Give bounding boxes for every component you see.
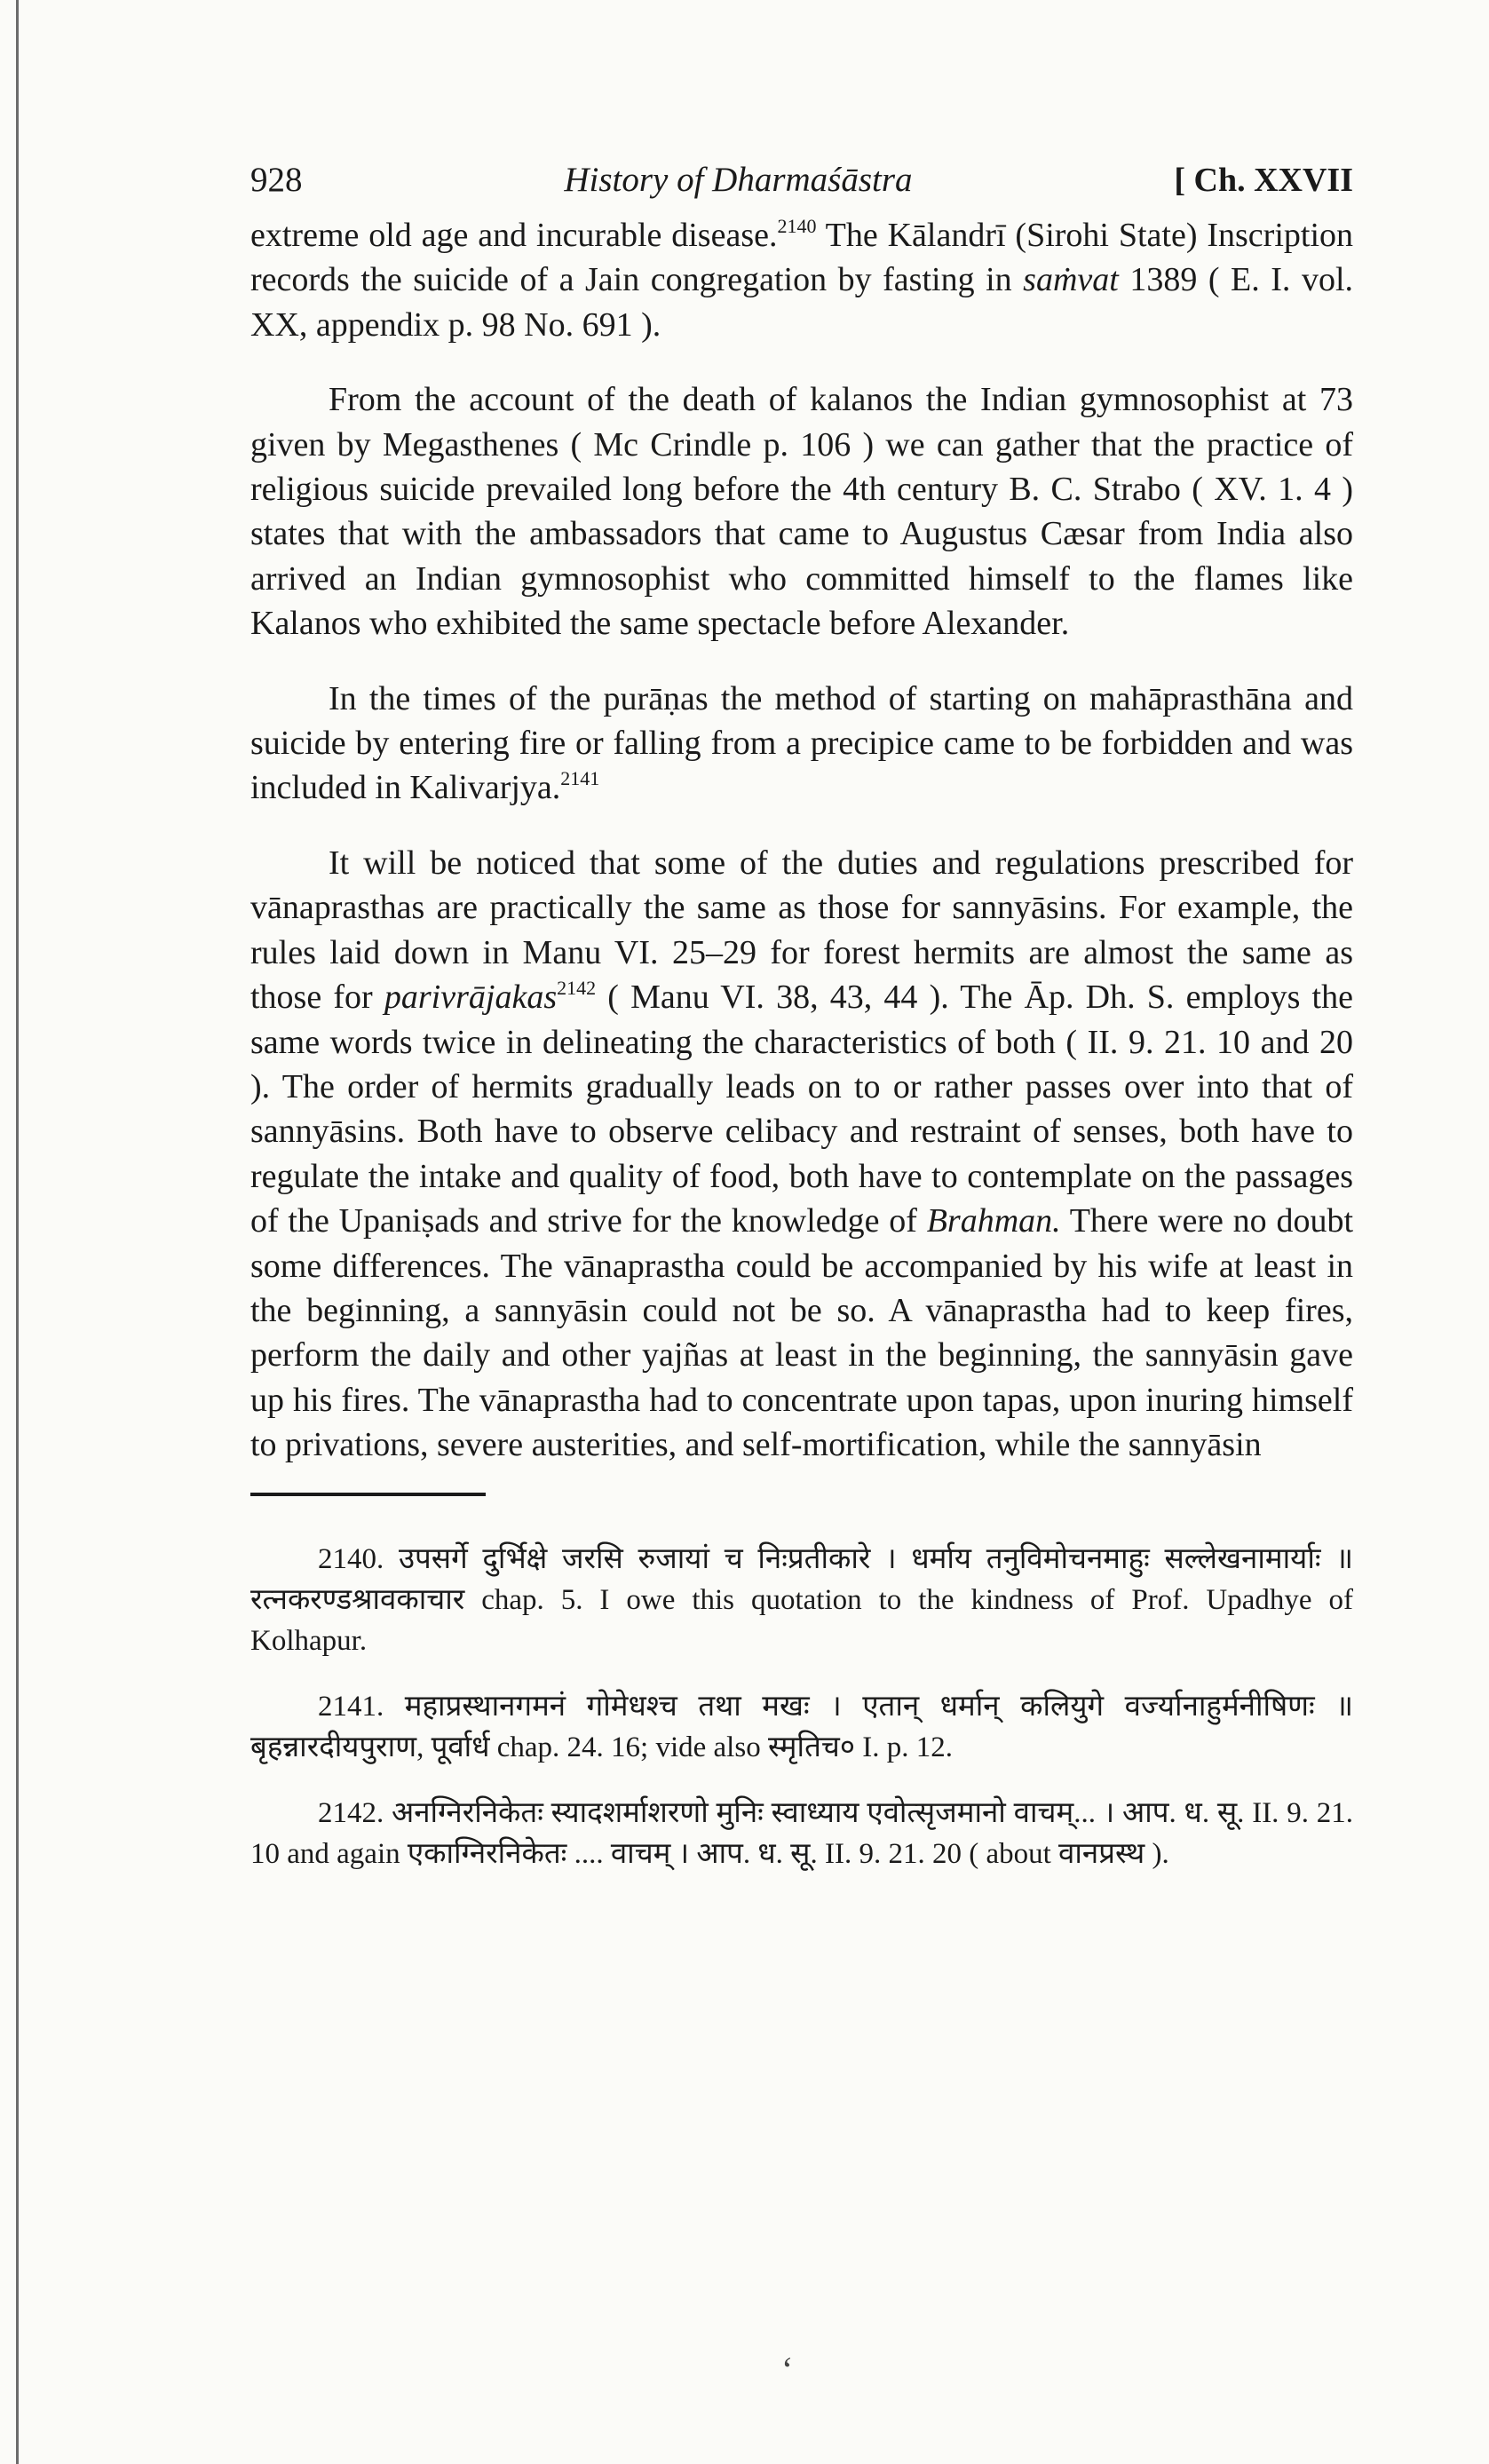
footnote-ref-2142: 2142 bbox=[557, 977, 597, 1000]
main-text bbox=[250, 213, 1353, 1468]
scan-edge-line bbox=[16, 0, 19, 2464]
book-page bbox=[250, 160, 1353, 1899]
footnote-separator bbox=[250, 1493, 486, 1496]
footnote-2142: 2142. अनग्निरनिकेतः स्यादशर्माशरणो मुनिः स्वाध्याय एवोत्सृजमानो वाचम्... । आप. ध. सू. II. 9. 21. 10 and again एकाग्निरनिकेतः .... वाचम् । आप. ध. सू. II. 9. 21. 20 ( about वानप्रस्थ ). bbox=[250, 1796, 1353, 1870]
paragraph-1: extreme old age and incurable disease.$^{2140}$ The Kālandrī (Sirohi State) Inscription records the suicide of a Jain congregation by fasting in saṁvat 1389 ( E. I. vol. XX, appendix p. 98 No. 691 ). bbox=[250, 215, 1354, 344]
paragraph-3: In the times of the purāṇas the method of starting on mahāprasthāna and suicide by entering fire or falling from a precipice came to be forbidden and was included in Kalivarjya.$^{2141}$ bbox=[250, 679, 1353, 807]
footnotes bbox=[250, 1539, 1353, 1874]
page-number: 928 bbox=[250, 161, 303, 199]
running-header bbox=[250, 160, 1353, 213]
footnote-ref-2140: 2140 bbox=[777, 215, 817, 237]
running-title: History of Dharmaśāstra bbox=[564, 161, 913, 199]
chapter-label: [ Ch. XXVII bbox=[1174, 162, 1353, 199]
bottom-mark: ʻ bbox=[781, 2349, 794, 2389]
paragraph-4: It will be noticed that some of the duties and regulations prescribed for vānaprasthas are practically the same as those for sannyāsins. For example, the rules laid down in Manu VI. 25–29 for forest hermits are almost the same as those for parivrājakas$^{2142}$ ( Manu VI. 38, 43, 44 ). The Āp. Dh. S. employs the same words twice in delineating the characteristics of both ( II. 9. 21. 10 and 20 ). The order of hermits gradually leads on to or rather passes over into that of sannyāsins. Both have to observe celibacy and restraint of senses, both have to regulate the intake and quality of food, both have to contemplate on the passages of the Upaniṣads and strive for the knowledge of Brahman. There were no doubt some differences. The vānaprastha could be accompanied by his wife at least in the beginning, a sannyāsin could not be so. A vānaprastha had to keep fires, perform the daily and other yajñas at least in the beginning, the sannyāsin gave up his fires. The vānaprastha had to concentrate upon tapas, upon inuring himself to privations, severe austerities, and self-mortification, while the sannyāsin bbox=[250, 844, 1353, 1464]
footnote-2141: 2141. महाप्रस्थानगमनं गोमेधश्च तथा मखः । एतान् धर्मान् कलियुगे वर्ज्यानाहुर्मनीषिणः ॥ बृहन्नारदीयपुराण, पूर्वार्ध chap. 24. 16; vide also स्मृतिच० I. p. 12. bbox=[250, 1690, 1353, 1763]
paragraph-2: From the account of the death of kalanos the Indian gymnosophist at 73 given by Megasthenes ( Mc Crindle p. 106 ) we can gather that the practice of religious suicide prevailed long before the 4th century B. C. Strabo ( XV. 1. 4 ) states that with the ambassadors that came to Augustus Cæsar from India also arrived an Indian gymnosophist who committed himself to the flames like Kalanos who exhibited the same spectacle before Alexander. bbox=[250, 381, 1353, 643]
footnote-2140: 2140. उपसर्गे दुर्भिक्षे जरसि रुजायां च निःप्रतीकारे । धर्माय तनुविमोचनमाहुः सल्लेखनामार्याः ॥ रत्नकरण्डश्रावकाचार chap. 5. I owe this quotation to the kindness of Prof. Upadhye of Kolhapur. bbox=[250, 1542, 1353, 1657]
footnote-ref-2141: 2141 bbox=[560, 767, 600, 790]
